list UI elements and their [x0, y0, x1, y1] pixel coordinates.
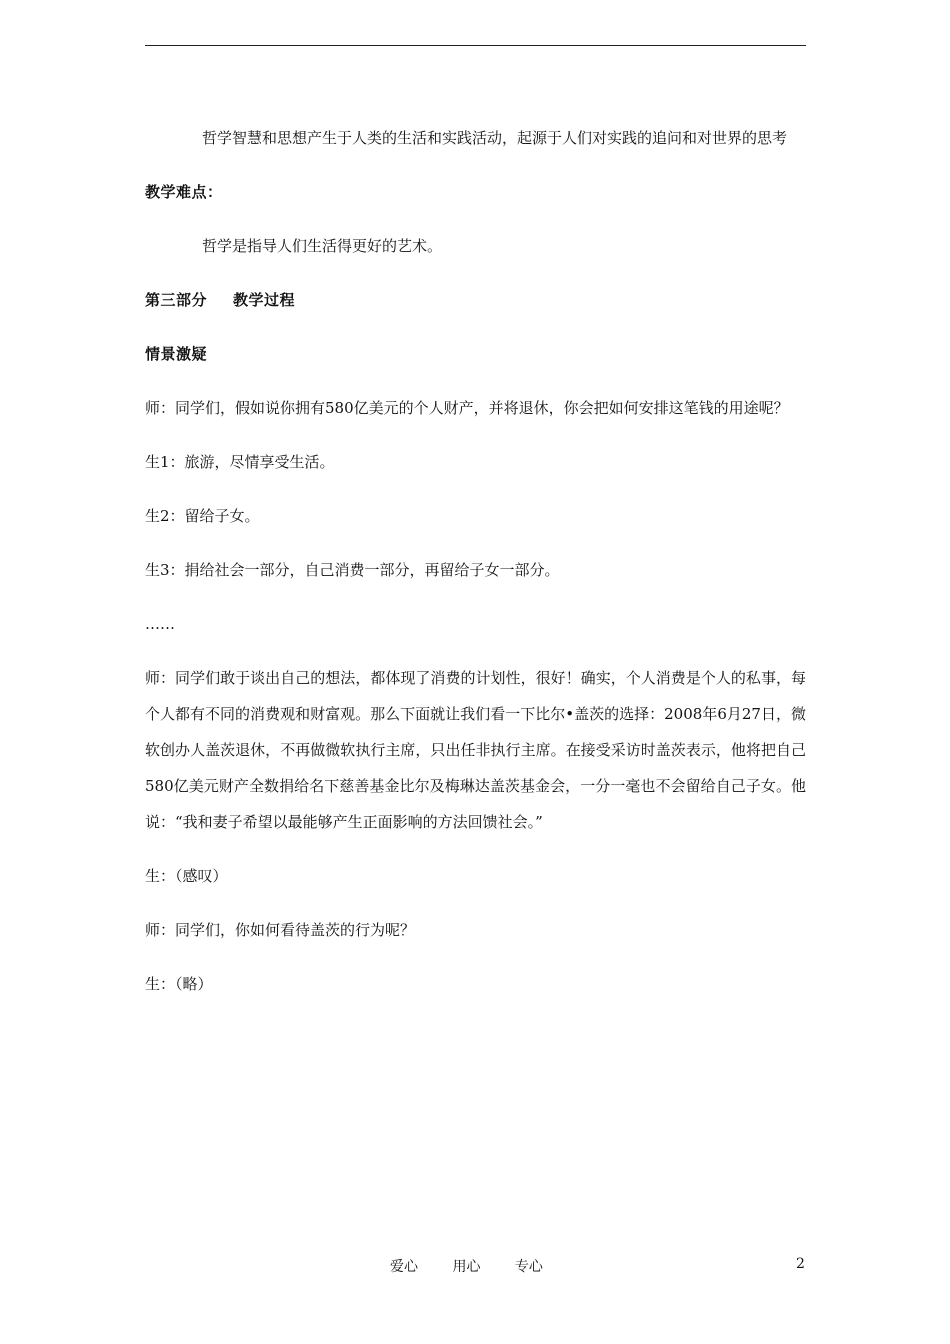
- dialogue-student-3: 生3：捐给社会一部分，自己消费一部分，再留给子女一部分。: [145, 561, 560, 579]
- dialogue-teacher-followup: 师：同学们，你如何看待盖茨的行为呢？: [145, 921, 416, 939]
- dialogue-student-sigh: 生：（感叹）: [145, 867, 228, 885]
- dialogue-student-2: 生2：留给子女。: [145, 507, 260, 525]
- header-rule: [145, 45, 806, 46]
- dialogue-teacher-gates-story: 师：同学们敢于谈出自己的想法，都体现了消费的计划性，很好！确实，个人消费是个人的私事，每个人都有不同的消费观和财富观。那么下面就让我们看一下比尔•盖茨的选择：2008年6月27日，微软创办人盖茨退休，不再做微软执行主席，只出任非执行主席。在接受采访时盖茨表示，他将把自己580亿美元财产全数捐给名下慈善基金比尔及梅琳达盖茨基金会，一分一毫也不会留给自己子女。他说：“我和妻子希望以最能够产生正面影响的方法回馈社会。”: [145, 669, 806, 831]
- dialogue-student-omitted: 生：（略）: [145, 975, 213, 993]
- document-body: [145, 120, 806, 1020]
- page-number: 2: [796, 1256, 805, 1272]
- paragraph-philosophy-art: 哲学是指导人们生活得更好的艺术。: [202, 237, 443, 255]
- footer-motto-item: 专心: [514, 1259, 543, 1275]
- dialogue-student-1: 生1：旅游，尽情享受生活。: [145, 453, 335, 471]
- footer-motto: [390, 1256, 573, 1276]
- heading-part-three: [145, 282, 806, 318]
- ellipsis: ……: [145, 615, 175, 633]
- dialogue-teacher-question: 师：同学们，假如说你拥有580亿美元的个人财产，并将退休，你会把如何安排这笔钱的用途呢？: [145, 399, 789, 417]
- heading-part-three-title: 教学过程: [233, 291, 296, 309]
- footer-motto-item: 用心: [452, 1259, 481, 1275]
- footer-motto-item: 爱心: [390, 1259, 418, 1275]
- heading-teaching-difficulty: 教学难点：: [145, 183, 223, 201]
- heading-part-three-label: 第三部分: [145, 291, 208, 309]
- page-footer: [0, 1256, 950, 1280]
- paragraph-philosophy-origin: 哲学智慧和思想产生于人类的生活和实践活动，起源于人们对实践的追问和对世界的思考: [202, 129, 788, 147]
- heading-scenario: 情景激疑: [145, 345, 208, 363]
